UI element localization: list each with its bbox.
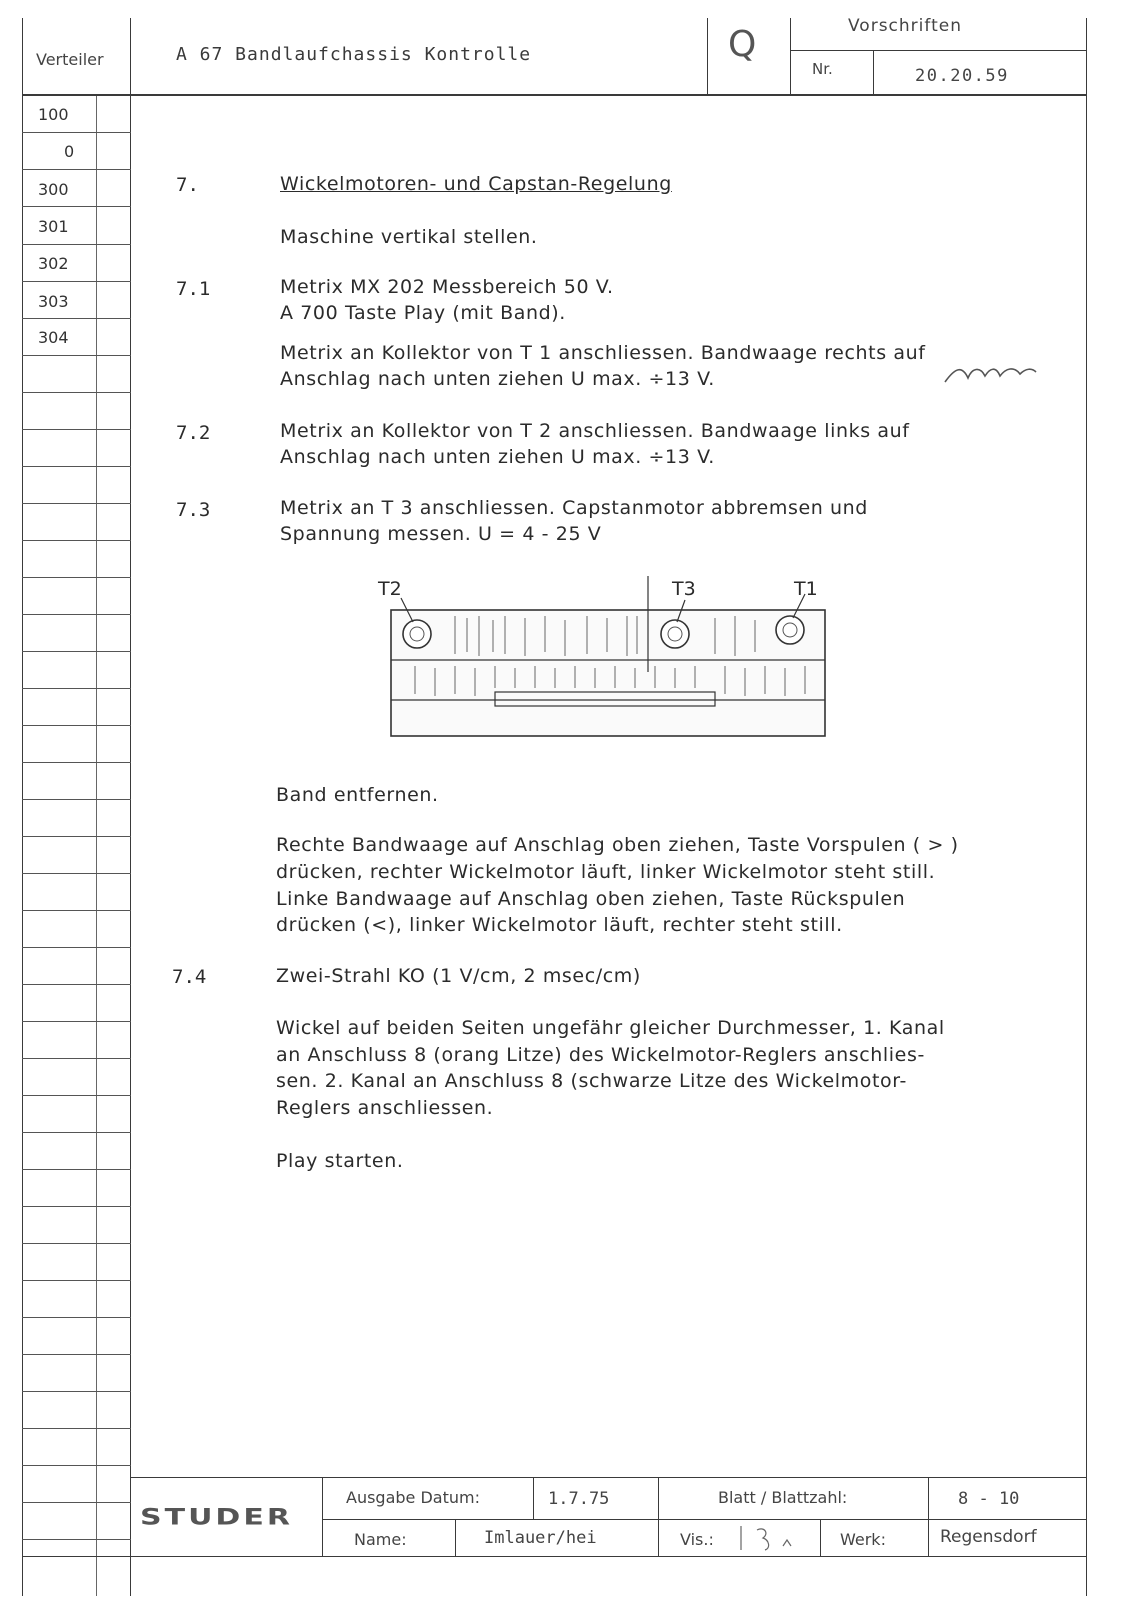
distribution-row-line <box>22 1095 131 1096</box>
section-heading: Wickelmotoren- und Capstan-Regelung <box>280 173 672 195</box>
vis-label: Vis.: <box>680 1530 714 1549</box>
distribution-row-line <box>22 206 131 207</box>
handwritten-mark <box>940 360 1040 390</box>
header-bottom-line <box>22 94 1087 96</box>
footer-vis-divider <box>820 1519 821 1557</box>
play-starten: Play starten. <box>276 1150 404 1172</box>
footer-blatt-divider <box>928 1477 929 1557</box>
step-7-3-number: 7.3 <box>176 499 211 521</box>
distribution-row-line <box>22 1058 131 1059</box>
distribution-row-line <box>22 540 131 541</box>
distribution-row-line <box>22 1502 131 1503</box>
distribution-item-300: 300 <box>38 180 69 199</box>
distribution-row-line <box>22 762 131 763</box>
step-7-3-line-2: Spannung messen. U = 4 - 25 V <box>280 523 602 545</box>
step-7-2-line-2: Anschlag nach unten ziehen U max. ÷13 V. <box>280 446 715 468</box>
name-label: Name: <box>354 1530 407 1549</box>
paragraph-line-1: Rechte Bandwaage auf Anschlag oben ziehen, Taste Vorspulen ( > ) <box>276 834 959 856</box>
footer-date-divider-left <box>533 1477 534 1519</box>
ausgabe-label: Ausgabe Datum: <box>346 1488 480 1507</box>
distribution-row-line <box>22 836 131 837</box>
distribution-row-line <box>22 651 131 652</box>
footer-mid-line <box>322 1519 1087 1520</box>
step-7-4-title: Zwei-Strahl KO (1 V/cm, 2 msec/cm) <box>276 965 641 987</box>
distribution-row-line <box>22 984 131 985</box>
header-nr-divider <box>873 50 874 95</box>
distribution-row-line <box>22 1021 131 1022</box>
distribution-row-line <box>22 1317 131 1318</box>
distribution-row-line <box>22 1206 131 1207</box>
header-nr-line <box>790 50 1087 51</box>
distribution-row-line <box>22 799 131 800</box>
step-7-3-line-1: Metrix an T 3 anschliessen. Capstanmotor abbremsen und <box>280 497 868 519</box>
distribution-row-line <box>22 947 131 948</box>
distribution-row-line <box>22 1539 131 1540</box>
distribution-row-line <box>22 1243 131 1244</box>
section-number: 7. <box>176 174 199 196</box>
distribution-item-100: 100 <box>38 105 69 124</box>
paragraph-line-3: Linke Bandwaage auf Anschlag oben ziehen, Taste Rückspulen <box>276 888 906 910</box>
right-border <box>1086 18 1087 1596</box>
studer-logo: STUDER <box>140 1504 293 1531</box>
left-column-right-border <box>130 18 131 1596</box>
distribution-item-302: 302 <box>38 254 69 273</box>
nr-value: 20.20.59 <box>915 66 1009 86</box>
distribution-row-line <box>22 132 131 133</box>
header-q-left <box>707 18 708 95</box>
step-7-2-line-1: Metrix an Kollektor von T 2 anschliessen. Bandwaage links auf <box>280 420 910 442</box>
distribution-row-line <box>22 355 131 356</box>
ausgabe-value: 1.7.75 <box>548 1489 610 1509</box>
werk-label: Werk: <box>840 1530 886 1549</box>
distribution-row-line <box>22 1280 131 1281</box>
diagram-label-t1: T1 <box>794 578 818 600</box>
distribution-row-line <box>22 392 131 393</box>
circuit-board-diagram <box>375 572 835 740</box>
distribution-item-304: 304 <box>38 328 69 347</box>
footer-name-divider <box>455 1519 456 1557</box>
footer-date-divider-right <box>658 1477 659 1557</box>
diagram-label-t3: T3 <box>672 578 696 600</box>
distribution-row-line <box>22 688 131 689</box>
distribution-row-line <box>22 1391 131 1392</box>
paragraph-line-4: drücken (<), linker Wickelmotor läuft, rechter steht still. <box>276 914 843 936</box>
step-7-1-line-4: Anschlag nach unten ziehen U max. ÷13 V. <box>280 368 715 390</box>
vorschriften-label: Vorschriften <box>848 16 962 36</box>
distribution-row-line <box>22 1428 131 1429</box>
distribution-row-line <box>22 466 131 467</box>
distribution-row-line <box>22 1465 131 1466</box>
paragraph-line-2: drücken, rechter Wickelmotor läuft, linker Wickelmotor steht still. <box>276 861 936 883</box>
distribution-row-line <box>22 910 131 911</box>
step-7-4-line-1: Wickel auf beiden Seiten ungefähr gleicher Durchmesser, 1. Kanal <box>276 1017 945 1039</box>
step-7-4-line-2: an Anschluss 8 (orang Litze) des Wickelmotor-Reglers anschlies- <box>276 1044 925 1066</box>
step-7-4-line-4: Reglers anschliessen. <box>276 1097 494 1119</box>
distribution-row-line <box>22 1169 131 1170</box>
nr-label: Nr. <box>812 60 833 78</box>
werk-value: Regensdorf <box>940 1527 1037 1547</box>
band-entfernen: Band entfernen. <box>276 784 439 806</box>
distribution-row-line <box>22 1132 131 1133</box>
verteiler-label: Verteiler <box>36 50 104 69</box>
footer-logo-divider <box>322 1477 323 1557</box>
step-7-1-line-1: Metrix MX 202 Messbereich 50 V. <box>280 276 614 298</box>
distribution-row-line <box>22 429 131 430</box>
distribution-row-line <box>22 318 131 319</box>
footer-top-line <box>130 1477 1087 1478</box>
distribution-item-303: 303 <box>38 292 69 311</box>
step-7-1-number: 7.1 <box>176 278 211 300</box>
step-7-1-line-2: A 700 Taste Play (mit Band). <box>280 302 566 324</box>
step-7-2-number: 7.2 <box>176 422 211 444</box>
name-value: Imlauer/hei <box>484 1528 597 1548</box>
blatt-value: 8 - 10 <box>958 1489 1020 1509</box>
distribution-row-line <box>22 577 131 578</box>
distribution-item-301: 301 <box>38 217 69 236</box>
distribution-item-0: 0 <box>64 142 75 161</box>
blatt-label: Blatt / Blattzahl: <box>718 1488 848 1507</box>
header-q-right <box>790 18 791 95</box>
left-subcolumn-border <box>96 96 97 1596</box>
distribution-row-line <box>22 725 131 726</box>
distribution-row-line <box>22 1354 131 1355</box>
distribution-row-line <box>22 281 131 282</box>
distribution-row-line <box>22 244 131 245</box>
left-border <box>22 18 23 1596</box>
step-7-4-line-3: sen. 2. Kanal an Anschluss 8 (schwarze Litze des Wickelmotor- <box>276 1070 907 1092</box>
step-7-1-line-3: Metrix an Kollektor von T 1 anschliessen. Bandwaage rechts auf <box>280 342 926 364</box>
distribution-row-line <box>22 169 131 170</box>
distribution-row-line <box>22 503 131 504</box>
document-title: A 67 Bandlaufchassis Kontrolle <box>176 44 532 65</box>
section-intro: Maschine vertikal stellen. <box>280 226 538 248</box>
distribution-row-line <box>22 873 131 874</box>
diagram-label-t2: T2 <box>378 578 402 600</box>
step-7-4-number: 7.4 <box>172 966 207 988</box>
vis-signature <box>735 1522 805 1554</box>
distribution-row-line <box>22 614 131 615</box>
q-mark: Q <box>728 24 757 65</box>
